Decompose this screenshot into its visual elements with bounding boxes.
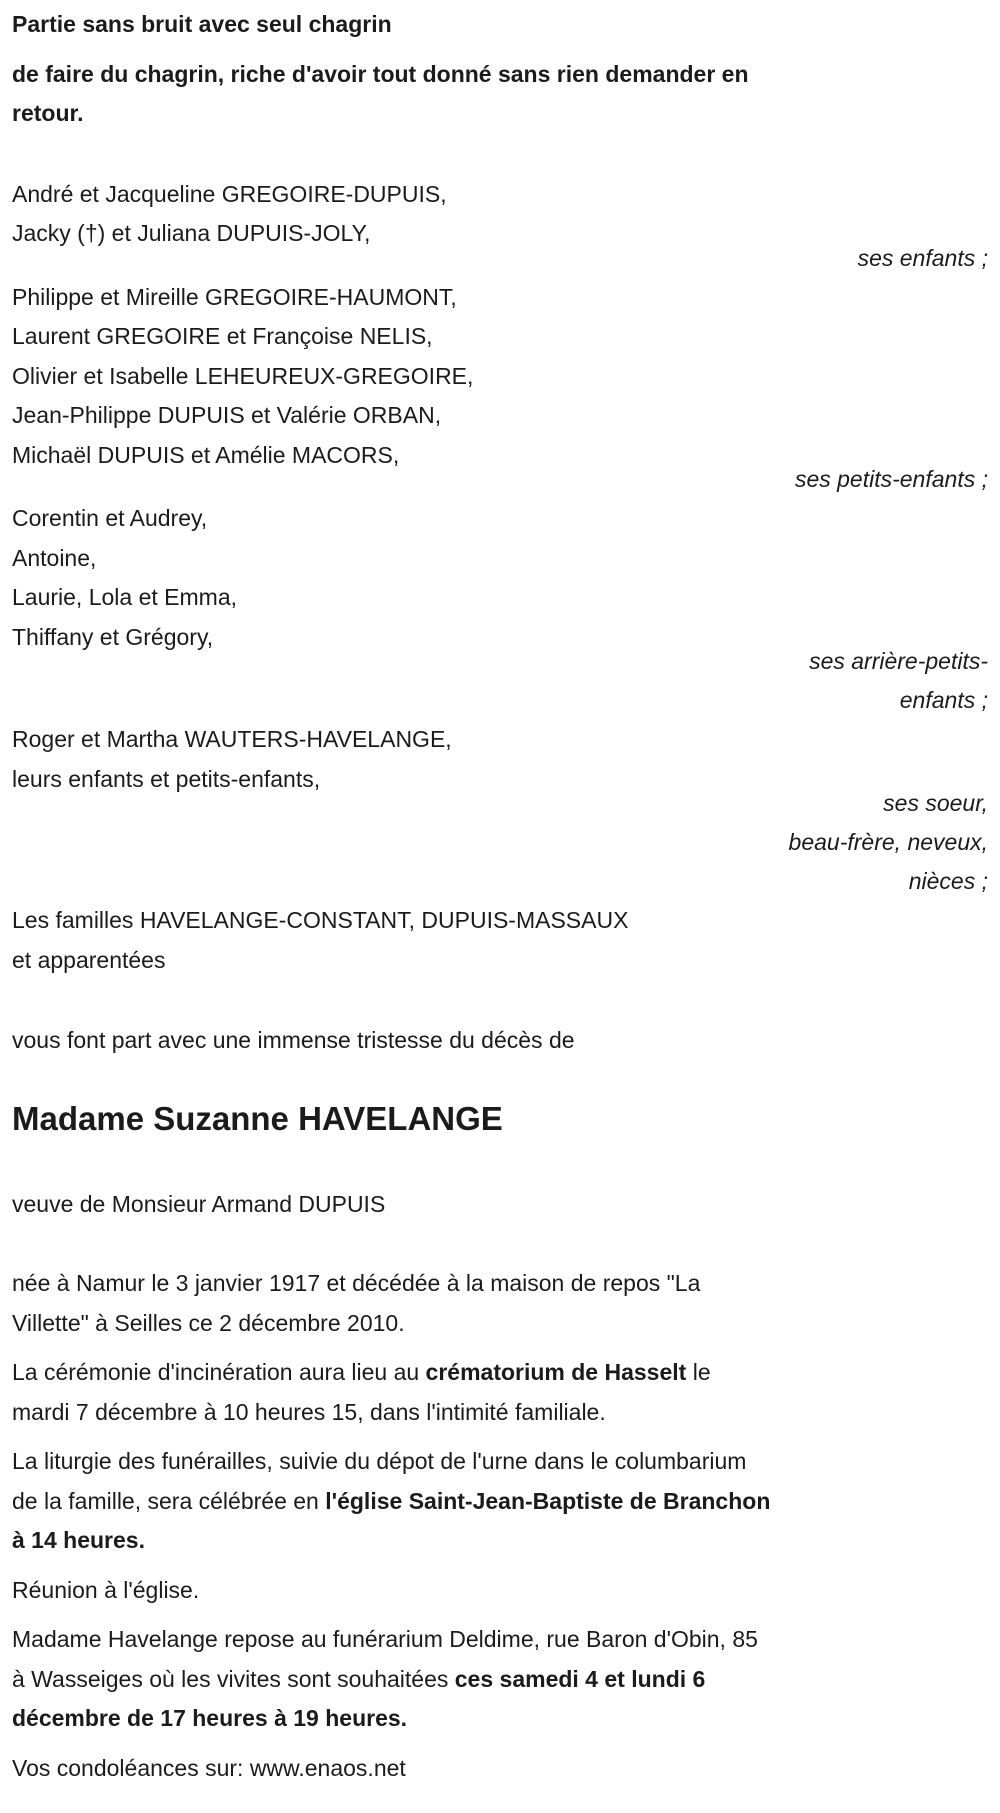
family-name: Laurie, Lola et Emma, (12, 584, 238, 610)
epigraph-line: Partie sans bruit avec seul chagrin (12, 11, 392, 37)
deceased-name: Madame Suzanne HAVELANGE (12, 1099, 503, 1137)
relation-label-line: ses petits-enfants ; (794, 466, 988, 492)
birth-death-info (12, 1264, 988, 1343)
epigraph-line: de faire du chagrin, riche d'avoir tout donné sans rien demander en (12, 60, 749, 87)
condolences-link[interactable]: Vos condoléances sur: www.enaos.net (12, 1754, 406, 1781)
widow-of: veuve de Monsieur Armand DUPUIS (12, 1190, 386, 1217)
visit-hours: décembre de 17 heures à 19 heures. (12, 1705, 408, 1731)
relation-label-line: enfants ; (899, 687, 988, 713)
relation-label (738, 642, 988, 720)
family-name: Jacky (†) et Juliana DUPUIS-JOLY, (12, 220, 371, 246)
family-group-great-grandchildren (12, 499, 988, 720)
text-line: Villette" à Seilles ce 2 décembre 2010. (12, 1309, 405, 1336)
other-families: et apparentées (12, 946, 166, 973)
relation-label-line: ses enfants ; (857, 244, 988, 271)
family-name: Thiffany et Grégory, (12, 623, 214, 650)
relation-label-line: nièces ; (908, 868, 988, 894)
family-name: Olivier et Isabelle LEHEUREUX-GREGOIRE, (12, 362, 474, 389)
family-name: Antoine, (12, 544, 97, 571)
text-line: mardi 7 décembre à 10 heures 15, dans l'intimité familiale. (12, 1398, 606, 1425)
text-line: Madame Havelange repose au funérarium Deldime, rue Baron d'Obin, 85 (12, 1626, 758, 1652)
text: de la famille, sera célébrée en (12, 1487, 326, 1514)
crematorium-name: crématorium de Hasselt (425, 1359, 687, 1385)
relation-label (738, 239, 988, 278)
church-name: l'église Saint-Jean-Baptiste de Branchon (325, 1487, 771, 1514)
text: à Wasseiges où les vivites sont souhaitées (12, 1665, 455, 1692)
family-name: Jean-Philippe DUPUIS et Valérie ORBAN, (12, 402, 442, 428)
liturgy-info (12, 1442, 988, 1561)
text: La cérémonie d'incinération aura lieu au (12, 1359, 426, 1385)
family-group-grandchildren (12, 278, 988, 500)
family-name: Corentin et Audrey, (12, 505, 208, 531)
family-name: Michaël DUPUIS et Amélie MACORS, (12, 441, 400, 468)
relation-label-line: ses arrière-petits- (809, 648, 988, 674)
relation-label (738, 460, 988, 499)
family-name: Philippe et Mireille GREGOIRE-HAUMONT, (12, 283, 457, 310)
visit-info (12, 1620, 988, 1739)
liturgy-time: à 14 heures. (12, 1527, 145, 1553)
text: le (686, 1359, 711, 1385)
family-name: André et Jacqueline GREGOIRE-DUPUIS, (12, 180, 447, 207)
family-name: leurs enfants et petits-enfants, (12, 765, 321, 792)
family-group-children (12, 175, 988, 278)
family-name: Roger et Martha WAUTERS-HAVELANGE, (12, 726, 452, 752)
relation-label (738, 784, 988, 901)
relation-label-line: ses soeur, (883, 790, 988, 816)
family-name: Laurent GREGOIRE et Françoise NELIS, (12, 323, 433, 349)
text-line: La liturgie des funérailles, suivie du dépot de l'urne dans le columbarium (12, 1448, 747, 1474)
ceremony-info (12, 1353, 988, 1432)
family-group-siblings (12, 720, 988, 901)
other-families: Les familles HAVELANGE-CONSTANT, DUPUIS-MASSAUX (12, 907, 629, 933)
relation-label-line: beau-frère, neveux, (788, 829, 988, 855)
text-line: née à Namur le 3 janvier 1917 et décédée à la maison de repos "La (12, 1270, 701, 1296)
visit-dates: ces samedi 4 et lundi 6 (454, 1665, 706, 1692)
meeting-info: Réunion à l'église. (12, 1576, 200, 1603)
epigraph-line: retour. (12, 100, 84, 126)
announcement: vous font part avec une immense tristesse du décès de (12, 1027, 575, 1053)
